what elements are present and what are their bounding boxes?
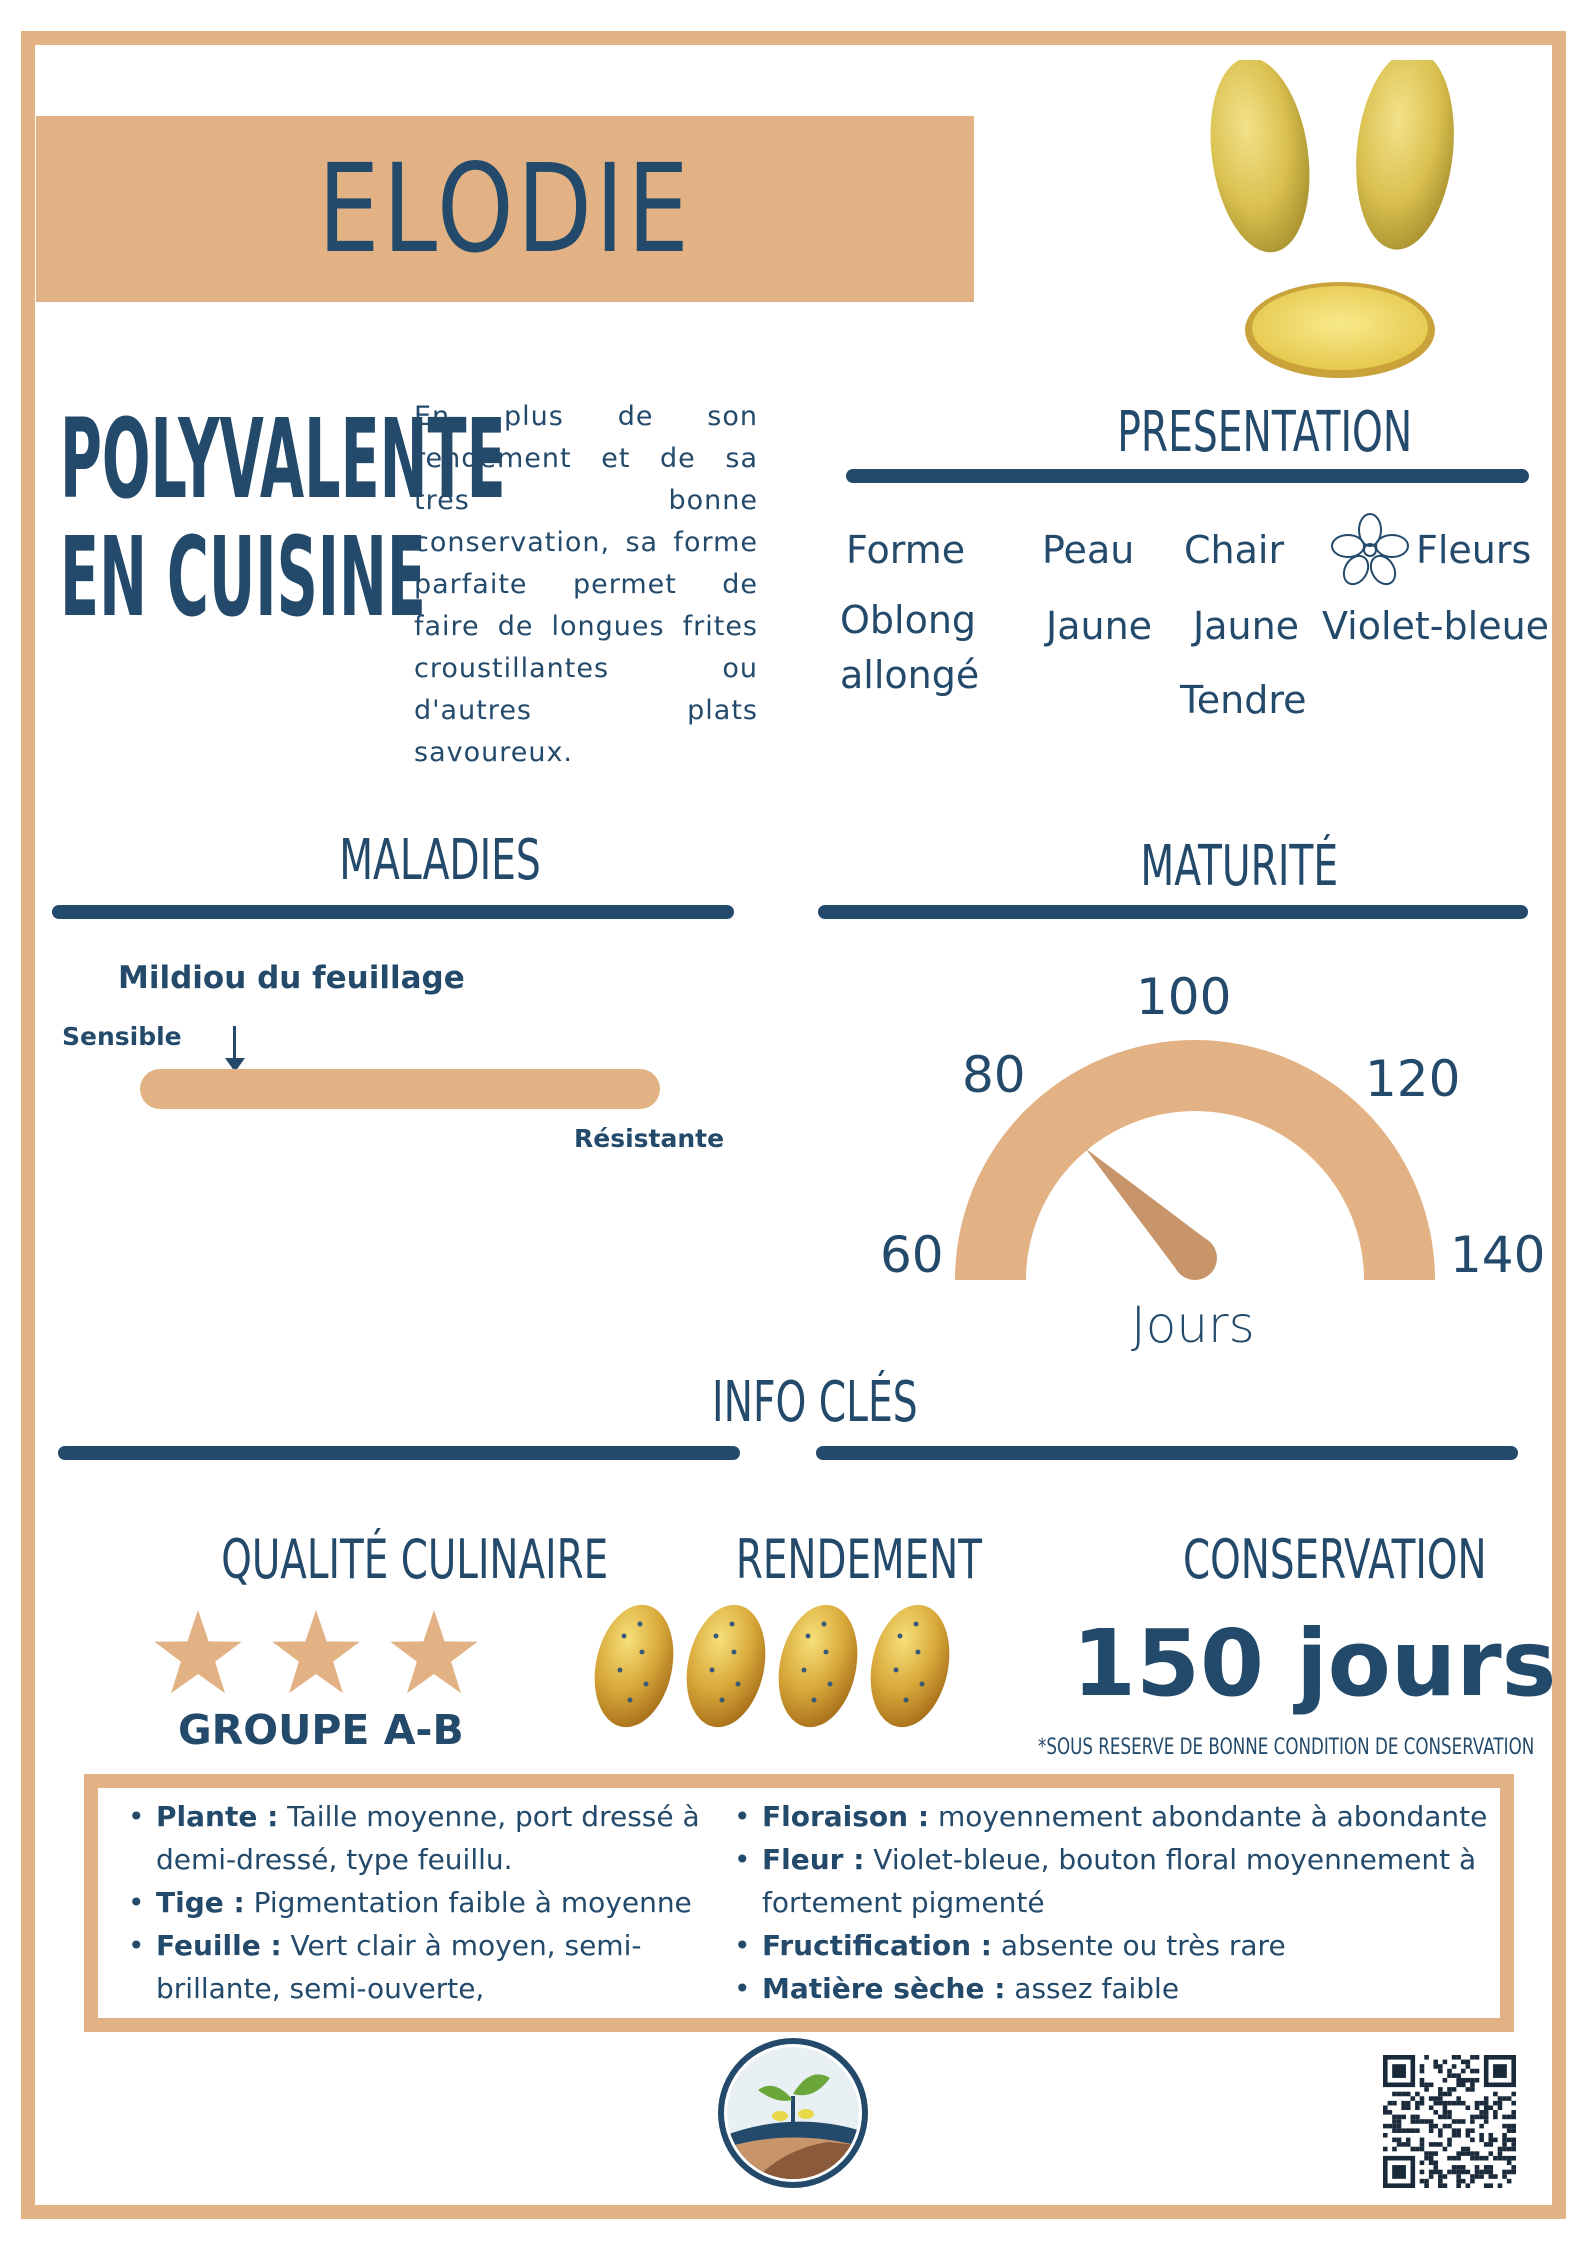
tick-80: 80 (962, 1046, 1026, 1104)
fleurs-value: Violet-bleue (1322, 604, 1550, 648)
gauge-unit: Jours (1131, 1296, 1255, 1354)
forme-value-1: Oblong (840, 598, 977, 642)
peau-value: Jaune (1046, 604, 1153, 648)
star-icon (154, 1610, 241, 1693)
detail-key: Fructification : (762, 1929, 993, 1962)
sensible-label: Sensible (62, 1022, 182, 1051)
potato-icon (860, 1600, 960, 1730)
conservation-title: CONSERVATION (1183, 1528, 1487, 1591)
variety-title: ELODIE (317, 138, 693, 280)
detail-key: Fleur : (762, 1843, 865, 1876)
details-right (732, 1795, 1502, 2010)
detail-key: Plante : (156, 1800, 279, 1833)
intro-paragraph: En plus de son rendement et de sa très bonne conservation, sa forme parfaite permet de faire de longues frites croustillantes ou d'autres plats savoureux. (414, 401, 758, 768)
headline-line-2: EN CUISINE (60, 513, 426, 641)
star-icon (390, 1610, 477, 1693)
chair-label: Chair (1184, 528, 1285, 572)
fleurs-label: Fleurs (1416, 528, 1532, 572)
conservation-value: 150 jours (1072, 1610, 1557, 1717)
rendement-title: RENDEMENT (735, 1528, 982, 1591)
detail-text: Violet-bleue, bouton floral moyennement à fortement pigmenté (762, 1843, 1477, 1919)
presentation-rule (846, 469, 1529, 483)
resistance-scale (140, 1069, 660, 1109)
forme-value-2: allongé (840, 653, 980, 697)
potato-icon (676, 1600, 776, 1730)
detail-text: moyennement abondante à abondante (929, 1800, 1488, 1833)
detail-key: Floraison : (762, 1800, 930, 1833)
detail-floraison (732, 1795, 1502, 1838)
tick-60: 60 (880, 1226, 944, 1284)
detail-text: Vert clair à moyen, semi-brillante, semi-ouverte, (156, 1929, 642, 2005)
detail-feuille (126, 1924, 686, 2010)
gauge-hub (1173, 1236, 1217, 1280)
detail-matiere-seche (732, 1967, 1502, 2010)
resistante-label: Résistante (574, 1124, 725, 1153)
tick-140: 140 (1450, 1226, 1546, 1284)
chair-value-1: Jaune (1193, 604, 1300, 648)
detail-fructification (732, 1924, 1502, 1967)
detail-text: assez faible (1005, 1972, 1180, 2005)
detail-key: Tige : (156, 1886, 245, 1919)
maturite-rule (818, 905, 1528, 919)
forme-label: Forme (846, 528, 966, 572)
info-cles-title: INFO CLÉS (712, 1370, 918, 1435)
detail-text: Pigmentation faible à moyenne (244, 1886, 692, 1919)
detail-plante (126, 1795, 726, 1881)
maladies-rule (52, 905, 734, 919)
info-rule-right (816, 1446, 1518, 1460)
logo-icon (718, 2038, 868, 2188)
tick-120: 120 (1365, 1050, 1461, 1108)
maturite-title: MATURITÉ (1140, 834, 1339, 899)
qualite-title: QUALITÉ CULINAIRE (221, 1528, 609, 1591)
disease-name: Mildiou du feuillage (118, 960, 465, 996)
maladies-title: MALADIES (339, 828, 541, 893)
culinary-group: GROUPE A-B (178, 1706, 464, 1754)
peau-label: Peau (1042, 528, 1135, 572)
potato-photo (1180, 60, 1480, 380)
detail-text: absente ou très rare (992, 1929, 1286, 1962)
potato-icon (768, 1600, 868, 1730)
headline-line-1: POLYVALENTE (60, 395, 506, 523)
details-left (126, 1795, 726, 2010)
detail-key: Matière sèche : (762, 1972, 1006, 2005)
detail-tige (126, 1881, 726, 1924)
star-icon (272, 1610, 359, 1693)
potato-icon (590, 1600, 684, 1730)
qr-code[interactable] (1383, 2055, 1516, 2188)
quality-stars (150, 1608, 480, 1700)
detail-text: Taille moyenne, port dressé à demi-dressé, type feuillu. (156, 1800, 700, 1876)
detail-key: Feuille : (156, 1929, 282, 1962)
conservation-note: *SOUS RESERVE DE BONNE CONDITION DE CONSERVATION (1038, 1735, 1535, 1760)
flower-icon (1330, 512, 1410, 588)
yield-potatoes (590, 1600, 960, 1730)
tick-100: 100 (1136, 968, 1232, 1026)
detail-fleur (732, 1838, 1502, 1924)
presentation-title: PRESENTATION (1117, 400, 1413, 465)
chair-value-2: Tendre (1180, 678, 1307, 722)
info-rule-left (58, 1446, 740, 1460)
